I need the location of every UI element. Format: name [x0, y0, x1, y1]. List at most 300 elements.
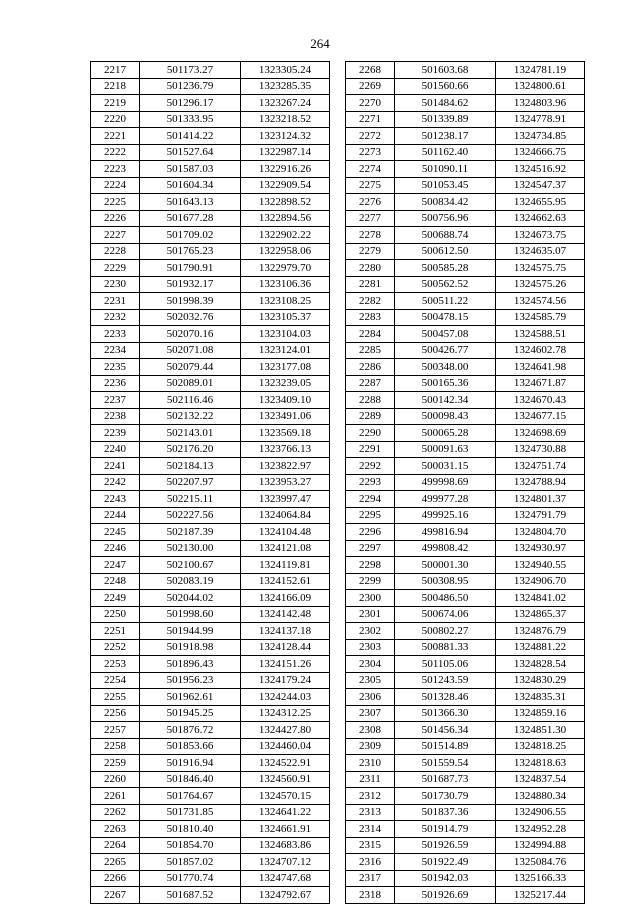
table-row	[91, 177, 330, 194]
y-coordinate-cell: 1323267.24	[241, 95, 330, 112]
x-coordinate-cell: 501854.70	[140, 837, 241, 854]
table-row	[91, 540, 330, 557]
table-row	[346, 639, 585, 656]
table-row	[346, 738, 585, 755]
x-coordinate-cell: 502083.19	[140, 573, 241, 590]
x-coordinate-cell: 502044.02	[140, 590, 241, 607]
point-number-cell: 2318	[346, 887, 395, 904]
y-coordinate-cell: 1323105.37	[241, 309, 330, 326]
point-number-cell: 2278	[346, 227, 395, 244]
point-number-cell: 2256	[91, 705, 140, 722]
table-row	[346, 557, 585, 574]
table-row	[346, 293, 585, 310]
y-coordinate-cell: 1324778.91	[496, 111, 585, 128]
x-coordinate-cell: 501604.34	[140, 177, 241, 194]
table-row	[91, 210, 330, 227]
table-row	[346, 227, 585, 244]
point-number-cell: 2270	[346, 95, 395, 112]
x-coordinate-cell: 500308.95	[395, 573, 496, 590]
y-coordinate-cell: 1323124.32	[241, 128, 330, 145]
x-coordinate-cell: 501484.62	[395, 95, 496, 112]
y-coordinate-cell: 1323822.97	[241, 458, 330, 475]
point-number-cell: 2226	[91, 210, 140, 227]
x-coordinate-cell: 500881.33	[395, 639, 496, 656]
y-coordinate-cell: 1324655.95	[496, 194, 585, 211]
y-coordinate-cell: 1324662.63	[496, 210, 585, 227]
table-row	[91, 243, 330, 260]
x-coordinate-cell: 501339.89	[395, 111, 496, 128]
y-coordinate-cell: 1324881.22	[496, 639, 585, 656]
y-coordinate-cell: 1324734.85	[496, 128, 585, 145]
y-coordinate-cell: 1322898.52	[241, 194, 330, 211]
table-row	[91, 293, 330, 310]
y-coordinate-cell: 1324635.07	[496, 243, 585, 260]
table-row	[346, 243, 585, 260]
x-coordinate-cell: 501090.11	[395, 161, 496, 178]
x-coordinate-cell: 500065.28	[395, 425, 496, 442]
x-coordinate-cell: 501918.98	[140, 639, 241, 656]
table-row	[346, 95, 585, 112]
x-coordinate-cell: 501962.61	[140, 689, 241, 706]
y-coordinate-cell: 1324828.54	[496, 656, 585, 673]
coordinates-table-right	[345, 61, 585, 904]
point-number-cell: 2285	[346, 342, 395, 359]
y-coordinate-cell: 1324677.15	[496, 408, 585, 425]
x-coordinate-cell: 501790.91	[140, 260, 241, 277]
y-coordinate-cell: 1325217.44	[496, 887, 585, 904]
point-number-cell: 2306	[346, 689, 395, 706]
y-coordinate-cell: 1324791.79	[496, 507, 585, 524]
x-coordinate-cell: 502227.56	[140, 507, 241, 524]
table-row	[346, 177, 585, 194]
y-coordinate-cell: 1324747.68	[241, 870, 330, 887]
y-coordinate-cell: 1324859.16	[496, 705, 585, 722]
y-coordinate-cell: 1322987.14	[241, 144, 330, 161]
point-number-cell: 2301	[346, 606, 395, 623]
table-row	[346, 458, 585, 475]
table-row	[346, 689, 585, 706]
y-coordinate-cell: 1324064.84	[241, 507, 330, 524]
point-number-cell: 2279	[346, 243, 395, 260]
table-row	[91, 458, 330, 475]
y-coordinate-cell: 1324818.25	[496, 738, 585, 755]
table-row	[91, 194, 330, 211]
point-number-cell: 2286	[346, 359, 395, 376]
x-coordinate-cell: 500756.96	[395, 210, 496, 227]
x-coordinate-cell: 501922.49	[395, 854, 496, 871]
x-coordinate-cell: 500511.22	[395, 293, 496, 310]
point-number-cell: 2297	[346, 540, 395, 557]
table-row	[91, 227, 330, 244]
table-row	[346, 309, 585, 326]
table-row	[91, 887, 330, 904]
x-coordinate-cell: 500001.30	[395, 557, 496, 574]
point-number-cell: 2274	[346, 161, 395, 178]
table-row	[346, 425, 585, 442]
x-coordinate-cell: 501764.67	[140, 788, 241, 805]
x-coordinate-cell: 500486.50	[395, 590, 496, 607]
point-number-cell: 2262	[91, 804, 140, 821]
y-coordinate-cell: 1324661.91	[241, 821, 330, 838]
table-row	[346, 507, 585, 524]
y-coordinate-cell: 1324837.54	[496, 771, 585, 788]
point-number-cell: 2284	[346, 326, 395, 343]
x-coordinate-cell: 501105.06	[395, 656, 496, 673]
point-number-cell: 2220	[91, 111, 140, 128]
x-coordinate-cell: 500348.00	[395, 359, 496, 376]
y-coordinate-cell: 1324698.69	[496, 425, 585, 442]
x-coordinate-cell: 502071.08	[140, 342, 241, 359]
point-number-cell: 2316	[346, 854, 395, 871]
table-row	[91, 441, 330, 458]
x-coordinate-cell: 501677.28	[140, 210, 241, 227]
table-row	[346, 276, 585, 293]
x-coordinate-cell: 500585.28	[395, 260, 496, 277]
point-number-cell: 2291	[346, 441, 395, 458]
table-row	[91, 623, 330, 640]
point-number-cell: 2257	[91, 722, 140, 739]
y-coordinate-cell: 1324560.91	[241, 771, 330, 788]
x-coordinate-cell: 502143.01	[140, 425, 241, 442]
x-coordinate-cell: 501876.72	[140, 722, 241, 739]
y-coordinate-cell: 1324666.75	[496, 144, 585, 161]
x-coordinate-cell: 499998.69	[395, 474, 496, 491]
x-coordinate-cell: 501998.39	[140, 293, 241, 310]
point-number-cell: 2307	[346, 705, 395, 722]
point-number-cell: 2259	[91, 755, 140, 772]
y-coordinate-cell: 1323106.36	[241, 276, 330, 293]
x-coordinate-cell: 501914.79	[395, 821, 496, 838]
x-coordinate-cell: 500478.15	[395, 309, 496, 326]
x-coordinate-cell: 502089.01	[140, 375, 241, 392]
point-number-cell: 2292	[346, 458, 395, 475]
x-coordinate-cell: 501587.03	[140, 161, 241, 178]
table-row	[91, 111, 330, 128]
point-number-cell: 2247	[91, 557, 140, 574]
x-coordinate-cell: 501643.13	[140, 194, 241, 211]
point-number-cell: 2236	[91, 375, 140, 392]
point-number-cell: 2246	[91, 540, 140, 557]
x-coordinate-cell: 501770.74	[140, 870, 241, 887]
x-coordinate-cell: 501942.03	[395, 870, 496, 887]
point-number-cell: 2300	[346, 590, 395, 607]
point-number-cell: 2221	[91, 128, 140, 145]
y-coordinate-cell: 1323239.05	[241, 375, 330, 392]
table-row	[91, 161, 330, 178]
x-coordinate-cell: 500802.27	[395, 623, 496, 640]
point-number-cell: 2295	[346, 507, 395, 524]
table-row	[91, 722, 330, 739]
x-coordinate-cell: 501846.40	[140, 771, 241, 788]
point-number-cell: 2252	[91, 639, 140, 656]
y-coordinate-cell: 1324865.37	[496, 606, 585, 623]
y-coordinate-cell: 1324841.02	[496, 590, 585, 607]
y-coordinate-cell: 1324121.08	[241, 540, 330, 557]
x-coordinate-cell: 500031.15	[395, 458, 496, 475]
point-number-cell: 2255	[91, 689, 140, 706]
table-row	[91, 425, 330, 442]
x-coordinate-cell: 501236.79	[140, 78, 241, 95]
point-number-cell: 2260	[91, 771, 140, 788]
x-coordinate-cell: 501731.85	[140, 804, 241, 821]
point-number-cell: 2229	[91, 260, 140, 277]
table-row	[346, 656, 585, 673]
x-coordinate-cell: 502176.20	[140, 441, 241, 458]
y-coordinate-cell: 1323104.03	[241, 326, 330, 343]
table-row	[91, 854, 330, 871]
y-coordinate-cell: 1324179.24	[241, 672, 330, 689]
table-row	[91, 771, 330, 788]
table-row	[346, 342, 585, 359]
table-row	[91, 260, 330, 277]
y-coordinate-cell: 1323953.27	[241, 474, 330, 491]
y-coordinate-cell: 1324788.94	[496, 474, 585, 491]
table-row	[346, 837, 585, 854]
table-row	[346, 705, 585, 722]
table-row	[91, 804, 330, 821]
table-row	[346, 755, 585, 772]
y-coordinate-cell: 1324792.67	[241, 887, 330, 904]
x-coordinate-cell: 501916.94	[140, 755, 241, 772]
point-number-cell: 2313	[346, 804, 395, 821]
point-number-cell: 2243	[91, 491, 140, 508]
table-row	[91, 95, 330, 112]
table-row	[346, 804, 585, 821]
y-coordinate-cell: 1324800.61	[496, 78, 585, 95]
y-coordinate-cell: 1323177.08	[241, 359, 330, 376]
y-coordinate-cell: 1324801.37	[496, 491, 585, 508]
y-coordinate-cell: 1324166.09	[241, 590, 330, 607]
table-row	[346, 623, 585, 640]
point-number-cell: 2248	[91, 573, 140, 590]
x-coordinate-cell: 501730.79	[395, 788, 496, 805]
y-coordinate-cell: 1324880.34	[496, 788, 585, 805]
x-coordinate-cell: 500098.43	[395, 408, 496, 425]
x-coordinate-cell: 499925.16	[395, 507, 496, 524]
y-coordinate-cell: 1324671.87	[496, 375, 585, 392]
y-coordinate-cell: 1324142.48	[241, 606, 330, 623]
x-coordinate-cell: 502070.16	[140, 326, 241, 343]
table-row	[91, 672, 330, 689]
point-number-cell: 2225	[91, 194, 140, 211]
x-coordinate-cell: 501837.36	[395, 804, 496, 821]
point-number-cell: 2308	[346, 722, 395, 739]
y-coordinate-cell: 1325166.33	[496, 870, 585, 887]
point-number-cell: 2230	[91, 276, 140, 293]
point-number-cell: 2254	[91, 672, 140, 689]
point-number-cell: 2222	[91, 144, 140, 161]
x-coordinate-cell: 501926.59	[395, 837, 496, 854]
table-row	[346, 441, 585, 458]
table-row	[91, 738, 330, 755]
y-coordinate-cell: 1324588.51	[496, 326, 585, 343]
point-number-cell: 2261	[91, 788, 140, 805]
table-row	[91, 821, 330, 838]
point-number-cell: 2276	[346, 194, 395, 211]
x-coordinate-cell: 501810.40	[140, 821, 241, 838]
table-row	[91, 392, 330, 409]
table-row	[346, 788, 585, 805]
y-coordinate-cell: 1324673.75	[496, 227, 585, 244]
point-number-cell: 2281	[346, 276, 395, 293]
point-number-cell: 2234	[91, 342, 140, 359]
table-row	[91, 144, 330, 161]
point-number-cell: 2241	[91, 458, 140, 475]
point-number-cell: 2280	[346, 260, 395, 277]
x-coordinate-cell: 501857.02	[140, 854, 241, 871]
table-row	[346, 870, 585, 887]
point-number-cell: 2237	[91, 392, 140, 409]
x-coordinate-cell: 500142.34	[395, 392, 496, 409]
table-row	[346, 408, 585, 425]
x-coordinate-cell: 501998.60	[140, 606, 241, 623]
point-number-cell: 2293	[346, 474, 395, 491]
x-coordinate-cell: 499816.94	[395, 524, 496, 541]
y-coordinate-cell: 1324602.78	[496, 342, 585, 359]
x-coordinate-cell: 500165.36	[395, 375, 496, 392]
x-coordinate-cell: 500834.42	[395, 194, 496, 211]
point-number-cell: 2264	[91, 837, 140, 854]
table-row	[346, 672, 585, 689]
point-number-cell: 2219	[91, 95, 140, 112]
x-coordinate-cell: 502184.13	[140, 458, 241, 475]
table-row	[346, 375, 585, 392]
table-row	[346, 194, 585, 211]
point-number-cell: 2232	[91, 309, 140, 326]
point-number-cell: 2251	[91, 623, 140, 640]
point-number-cell: 2253	[91, 656, 140, 673]
point-number-cell: 2272	[346, 128, 395, 145]
point-number-cell: 2227	[91, 227, 140, 244]
y-coordinate-cell: 1323997.47	[241, 491, 330, 508]
y-coordinate-cell: 1324851.30	[496, 722, 585, 739]
point-number-cell: 2245	[91, 524, 140, 541]
table-row	[91, 524, 330, 541]
table-row	[91, 689, 330, 706]
point-number-cell: 2282	[346, 293, 395, 310]
x-coordinate-cell: 502207.97	[140, 474, 241, 491]
y-coordinate-cell: 1322916.26	[241, 161, 330, 178]
x-coordinate-cell: 499977.28	[395, 491, 496, 508]
y-coordinate-cell: 1324906.70	[496, 573, 585, 590]
y-coordinate-cell: 1324804.70	[496, 524, 585, 541]
point-number-cell: 2290	[346, 425, 395, 442]
table-row	[346, 491, 585, 508]
y-coordinate-cell: 1323285.35	[241, 78, 330, 95]
table-row	[346, 161, 585, 178]
point-number-cell: 2305	[346, 672, 395, 689]
y-coordinate-cell: 1323305.24	[241, 62, 330, 79]
x-coordinate-cell: 502079.44	[140, 359, 241, 376]
x-coordinate-cell: 502130.00	[140, 540, 241, 557]
x-coordinate-cell: 501162.40	[395, 144, 496, 161]
y-coordinate-cell: 1325084.76	[496, 854, 585, 871]
y-coordinate-cell: 1324575.26	[496, 276, 585, 293]
table-row	[346, 78, 585, 95]
y-coordinate-cell: 1324818.63	[496, 755, 585, 772]
table-row	[346, 474, 585, 491]
table-row	[346, 573, 585, 590]
point-number-cell: 2265	[91, 854, 140, 871]
table-row	[91, 474, 330, 491]
coordinates-table-left	[90, 61, 330, 904]
y-coordinate-cell: 1324940.55	[496, 557, 585, 574]
x-coordinate-cell: 501333.95	[140, 111, 241, 128]
y-coordinate-cell: 1324876.79	[496, 623, 585, 640]
page-number: 264	[310, 36, 330, 51]
y-coordinate-cell: 1324547.37	[496, 177, 585, 194]
x-coordinate-cell: 502215.11	[140, 491, 241, 508]
y-coordinate-cell: 1324516.92	[496, 161, 585, 178]
table-row	[91, 408, 330, 425]
point-number-cell: 2263	[91, 821, 140, 838]
table-row	[91, 276, 330, 293]
y-coordinate-cell: 1324683.86	[241, 837, 330, 854]
point-number-cell: 2312	[346, 788, 395, 805]
point-number-cell: 2310	[346, 755, 395, 772]
y-coordinate-cell: 1324152.61	[241, 573, 330, 590]
point-number-cell: 2269	[346, 78, 395, 95]
x-coordinate-cell: 500426.77	[395, 342, 496, 359]
x-coordinate-cell: 501944.99	[140, 623, 241, 640]
x-coordinate-cell: 501414.22	[140, 128, 241, 145]
y-coordinate-cell: 1324522.91	[241, 755, 330, 772]
point-number-cell: 2317	[346, 870, 395, 887]
point-number-cell: 2289	[346, 408, 395, 425]
point-number-cell: 2238	[91, 408, 140, 425]
table-row	[346, 771, 585, 788]
y-coordinate-cell: 1322894.56	[241, 210, 330, 227]
x-coordinate-cell: 502100.67	[140, 557, 241, 574]
point-number-cell: 2294	[346, 491, 395, 508]
y-coordinate-cell: 1323124.01	[241, 342, 330, 359]
y-coordinate-cell: 1324151.26	[241, 656, 330, 673]
point-number-cell: 2239	[91, 425, 140, 442]
point-number-cell: 2258	[91, 738, 140, 755]
y-coordinate-cell: 1323766.13	[241, 441, 330, 458]
table-row	[346, 144, 585, 161]
y-coordinate-cell: 1324835.31	[496, 689, 585, 706]
x-coordinate-cell: 501853.66	[140, 738, 241, 755]
point-number-cell: 2302	[346, 623, 395, 640]
x-coordinate-cell: 501243.59	[395, 672, 496, 689]
point-number-cell: 2267	[91, 887, 140, 904]
y-coordinate-cell: 1324906.55	[496, 804, 585, 821]
y-coordinate-cell: 1323569.18	[241, 425, 330, 442]
point-number-cell: 2224	[91, 177, 140, 194]
table-row	[91, 309, 330, 326]
x-coordinate-cell: 501687.73	[395, 771, 496, 788]
table-row	[346, 326, 585, 343]
point-number-cell: 2235	[91, 359, 140, 376]
point-number-cell: 2298	[346, 557, 395, 574]
table-row	[91, 62, 330, 79]
table-row	[346, 128, 585, 145]
point-number-cell: 2233	[91, 326, 140, 343]
y-coordinate-cell: 1324119.81	[241, 557, 330, 574]
point-number-cell: 2287	[346, 375, 395, 392]
x-coordinate-cell: 502132.22	[140, 408, 241, 425]
table-row	[91, 557, 330, 574]
table-row	[91, 837, 330, 854]
x-coordinate-cell: 501956.23	[140, 672, 241, 689]
table-row	[91, 507, 330, 524]
y-coordinate-cell: 1324128.44	[241, 639, 330, 656]
y-coordinate-cell: 1324104.48	[241, 524, 330, 541]
point-number-cell: 2275	[346, 177, 395, 194]
point-number-cell: 2268	[346, 62, 395, 79]
x-coordinate-cell: 501559.54	[395, 755, 496, 772]
